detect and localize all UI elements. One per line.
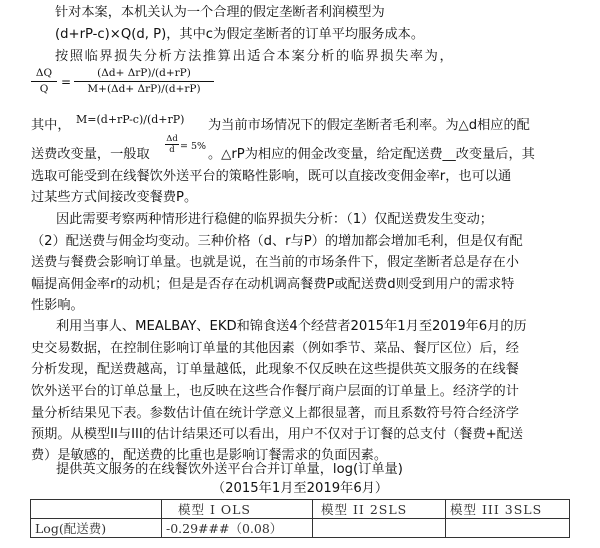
table-caption-line2: （2015年1月至2019年6月）: [211, 481, 389, 496]
para4-line2: 史交易数据，在控制住影响订单量的其他因素（例如季节、菜品、餐厅区位）后，经: [31, 341, 519, 356]
delta-fraction: [165, 134, 179, 155]
table-header-cell: [31, 500, 162, 519]
table-header-cell: 模型 II 2SLS: [313, 500, 446, 519]
para3-line3: 送费与餐费会影响订单量。也就是说，在当前的市场条件下，假定垄断者总是存在小: [31, 255, 519, 270]
para2-line4: 过某些方式间接改变餐费P。: [31, 190, 198, 205]
para4-line4: 饮外送平台的订单总量上，也反映在这些合作餐厅商户层面的订单量上。经济学的计: [31, 384, 519, 399]
table-row: [31, 519, 570, 538]
delta-fraction-numerator: Δd: [166, 134, 178, 144]
table-caption-line1: 提供英文服务的在线餐饮外送平台合并订单量，log(订单量): [56, 462, 403, 477]
formula-lhs-denominator: Q: [39, 83, 49, 95]
delta-fraction-value: = 5%: [180, 141, 207, 152]
table-cell: [446, 519, 570, 538]
para4-line5: 量分析结果见下表。参数估计值在统计学意义上都很显著，而且系数符号符合经济学: [31, 406, 519, 421]
para2-line1-rest: 为当前市场情况下的假定垄断者毛利率。为△d相应的配: [208, 118, 530, 133]
para3-line1: 因此需要考察两种情形进行稳健的临界损失分析：（1）仅配送费发生变动；: [56, 212, 493, 227]
table-cell: -0.29###（0.08）: [162, 519, 313, 538]
table-header-cell: 模型 III 3SLS: [446, 500, 570, 519]
delta-fraction-denominator: d: [169, 145, 175, 155]
formula-lhs-numerator: ΔQ: [31, 67, 57, 82]
formula-equals: =: [61, 75, 72, 89]
para2-prefix: 其中，: [31, 118, 71, 133]
table-cell: Log(配送费): [31, 519, 162, 538]
table-header-cell: 模型 I OLS: [162, 500, 313, 519]
para2-line3: 选取可能受到在线餐饮外送平台的策略性影响，既可以直接改变佣金率r，也可以通: [31, 169, 512, 184]
para3-line4: 幅提高佣金率r的动机；但是是否存在动机调高餐费P或配送费d则受到用户的需求特: [31, 277, 515, 292]
formula-lhs-fraction: [31, 67, 57, 96]
para3-line2: （2）配送费与佣金均变动。三种价格（d、r与P）的增加都会增加毛利，但是仅有配: [31, 234, 523, 249]
para4-line6: 预期。从模型II与III的估计结果还可以看出，用户不仅对于订餐的总支付（餐费+配送: [31, 427, 524, 442]
para3-line5: 性影响。: [31, 298, 84, 313]
margin-formula: M=(d+rP-c)/(d+rP): [76, 113, 185, 126]
formula-rhs-numerator: (Δd+ ΔrP)/(d+rP): [74, 67, 214, 82]
para2-line2-start: 送费改变量，一般取: [31, 147, 150, 162]
table-cell: [313, 519, 446, 538]
para1-line3: 按照临界损失分析方法推算出适合本案分析的临界损失率为，: [55, 49, 455, 64]
results-table: [30, 499, 570, 538]
formula-rhs-fraction: [74, 67, 214, 96]
para4-line3: 分析发现，配送费越高，订单量越低，此现象不仅反映在这些提供英文服务的在线餐: [31, 362, 519, 377]
formula-rhs-denominator: M+(Δd+ ΔrP)/(d+rP): [87, 83, 201, 95]
para1-line1: 针对本案，本机关认为一个合理的假定垄断者利润模型为: [55, 5, 385, 20]
para2-line2-rest: 。△rP为相应的佣金改变量，给定配送费__改变量后，其: [208, 147, 535, 162]
table-header-row: [31, 500, 570, 519]
para4-line1: 利用当事人、MEALBAY、EKD和锦食送4个经营者2015年1月至2019年6月的历: [56, 319, 527, 334]
para4-line7: 费）是敏感的，配送费的比重也是影响订餐需求的负面因素。: [31, 448, 388, 463]
para1-line2: (d+rP-c)×Q(d, P)，其中c为假定垄断者的订单平均服务成本。: [55, 27, 425, 42]
